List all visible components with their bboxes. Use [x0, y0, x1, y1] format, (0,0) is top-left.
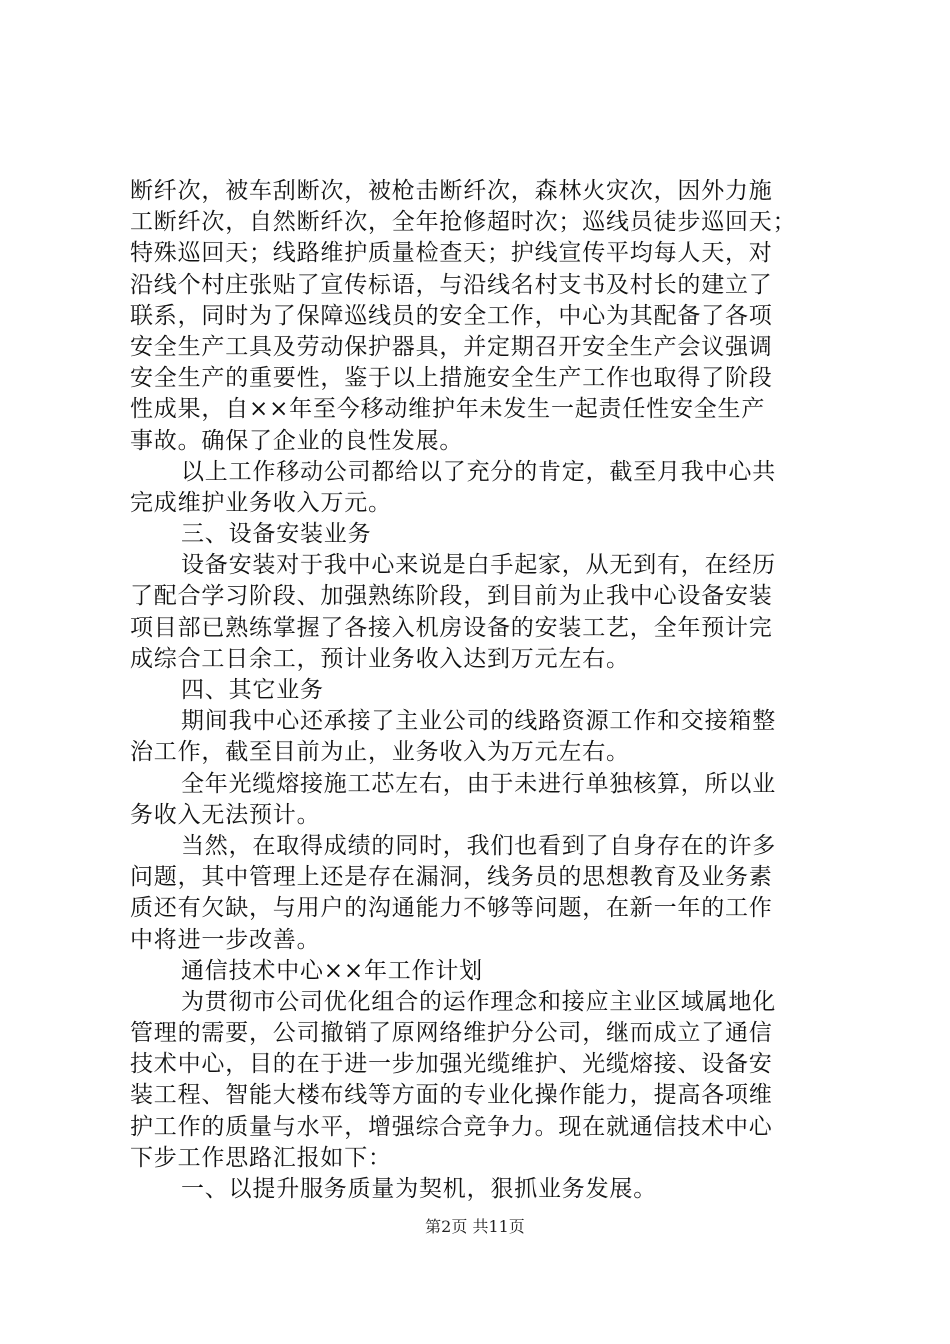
text-line: 问题，其中管理上还是存在漏洞，线务员的思想教育及业务素: [130, 864, 773, 891]
text-line: 特殊巡回天；线路维护质量检查天；护线宣传平均每人天，对: [130, 240, 773, 267]
text-line: 护工作的质量与水平，增强综合竞争力。现在就通信技术中心: [130, 1113, 773, 1140]
document-body: [130, 176, 830, 1205]
text-line: 为贯彻市公司优化组合的运作理念和接应主业区域属地化: [181, 988, 776, 1015]
text-line: 期间我中心还承接了主业公司的线路资源工作和交接箱整: [181, 708, 776, 735]
text-line: 中将进一步改善。: [130, 926, 321, 953]
text-line: 通信技术中心××年工作计划: [181, 957, 483, 984]
text-line: 务收入无法预计。: [130, 801, 321, 828]
text-line: 联系，同时为了保障巡线员的安全工作，中心为其配备了各项: [130, 302, 773, 329]
text-line: 性成果，自××年至今移动维护年未发生一起责任性安全生产: [130, 396, 766, 423]
text-line: 事故。确保了企业的良性发展。: [130, 427, 464, 454]
page-footer: 第2页 共11页: [425, 1217, 525, 1236]
text-line: 项目部已熟练掌握了各接入机房设备的安装工艺，全年预计完: [130, 614, 773, 641]
text-line: 沿线个村庄张贴了宣传标语，与沿线名村支书及村长的建立了: [130, 271, 773, 298]
text-line: 工断纤次，自然断纤次，全年抢修超时次；巡线员徒步巡回天；: [130, 209, 797, 236]
text-line: 治工作，截至目前为止，业务收入为万元左右。: [130, 739, 630, 766]
text-line: 设备安装对于我中心来说是白手起家，从无到有，在经历: [181, 552, 776, 579]
text-line: 以上工作移动公司都给以了充分的肯定，截至月我中心共: [181, 458, 776, 485]
text-line: 全年光缆熔接施工芯左右，由于未进行单独核算，所以业: [181, 770, 776, 797]
text-line: 装工程、智能大楼布线等方面的专业化操作能力，提高各项维: [130, 1082, 773, 1109]
text-line: 四、其它业务: [181, 677, 324, 703]
text-line: 管理的需要，公司撤销了原网络维护分公司，继而成立了通信: [130, 1020, 773, 1047]
text-line: 质还有欠缺，与用户的沟通能力不够等问题，在新一年的工作: [130, 895, 773, 922]
text-line: 下步工作思路汇报如下：: [130, 1144, 392, 1171]
text-line: 一、以提升服务质量为契机，狠抓业务发展。: [181, 1176, 657, 1202]
text-line: 安全生产工具及劳动保护器具，并定期召开安全生产会议强调: [130, 333, 773, 360]
text-line: 了配合学习阶段、加强熟练阶段，到目前为止我中心设备安装: [130, 583, 773, 610]
text-line: 断纤次，被车刮断次，被枪击断纤次，森林火灾次，因外力施: [130, 178, 773, 204]
text-line: 安全生产的重要性，鉴于以上措施安全生产工作也取得了阶段: [130, 365, 773, 392]
text-line: 三、设备安装业务: [181, 521, 372, 548]
text-line: 成综合工日余工，预计业务收入达到万元左右。: [130, 645, 630, 672]
text-line: 完成维护业务收入万元。: [130, 489, 392, 516]
text-line: 当然，在取得成绩的同时，我们也看到了自身存在的许多: [181, 832, 776, 859]
text-line: 技术中心，目的在于进一步加强光缆维护、光缆熔接、设备安: [130, 1051, 773, 1078]
